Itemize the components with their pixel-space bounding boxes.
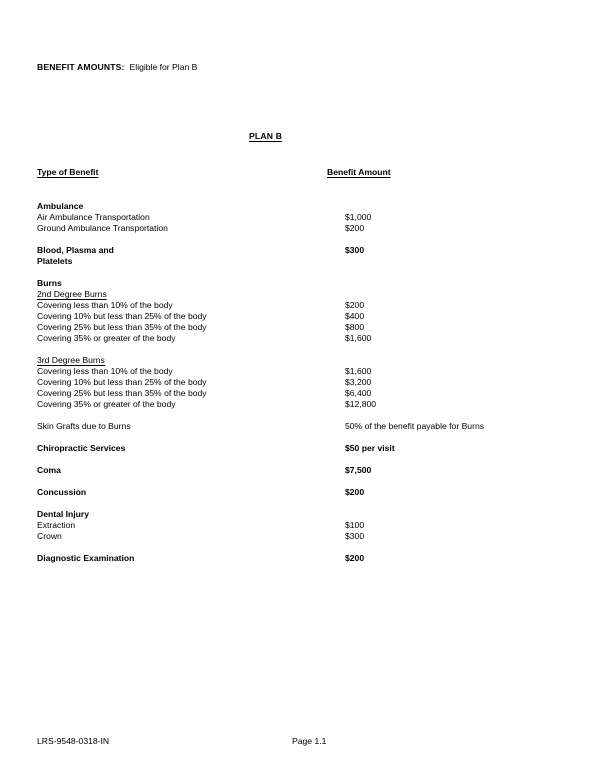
benefit-type-label: 2nd Degree Burns: [37, 289, 107, 299]
benefit-amount-value: $300: [345, 531, 365, 541]
table-row: [0, 443, 600, 454]
benefit-amount-value: $1,600: [345, 333, 372, 343]
benefit-type-label: Covering 35% or greater of the body: [37, 399, 176, 409]
benefit-group: [0, 465, 600, 476]
column-header-type-of-benefit: Type of Benefit: [37, 167, 99, 177]
table-row: [0, 256, 600, 267]
benefit-amount-value: $200: [345, 223, 365, 233]
benefit-type-label: Covering 25% but less than 35% of the body: [37, 322, 207, 332]
table-row: [0, 377, 600, 388]
table-row: [0, 399, 600, 410]
table-row: [0, 366, 600, 377]
benefit-group: [0, 201, 600, 234]
page-footer: [0, 736, 600, 747]
benefit-amount-value: $7,500: [345, 465, 372, 475]
benefit-amount-value: $1,600: [345, 366, 372, 376]
table-row: [0, 509, 600, 520]
benefit-amount-value: $50 per visit: [345, 443, 395, 453]
table-row: [0, 531, 600, 542]
benefit-amounts-header: [37, 62, 197, 73]
benefit-group: [0, 553, 600, 564]
benefit-type-label: Coma: [37, 465, 61, 475]
benefit-group: [0, 443, 600, 454]
page-number: Page 1.1: [292, 736, 327, 746]
table-row: [0, 300, 600, 311]
benefit-group: [0, 278, 600, 344]
benefit-type-label: Skin Grafts due to Burns: [37, 421, 131, 431]
table-row: [0, 487, 600, 498]
benefit-amount-value: $200: [345, 487, 365, 497]
benefit-group: [0, 509, 600, 542]
benefit-type-label: Covering 10% but less than 25% of the body: [37, 377, 207, 387]
benefit-amount-value: $200: [345, 300, 365, 310]
table-row: [0, 311, 600, 322]
benefit-type-label: Covering less than 10% of the body: [37, 366, 173, 376]
benefit-group: [0, 355, 600, 410]
benefit-amount-value: $400: [345, 311, 365, 321]
benefit-group: [0, 245, 600, 267]
table-row: [0, 322, 600, 333]
benefit-type-label: Concussion: [37, 487, 87, 497]
benefit-group: [0, 487, 600, 498]
benefit-type-label: 3rd Degree Burns: [37, 355, 105, 365]
table-row: [0, 212, 600, 223]
benefit-type-label: Extraction: [37, 520, 76, 530]
benefit-type-label: Covering 35% or greater of the body: [37, 333, 176, 343]
column-header-benefit-amount: Benefit Amount: [327, 167, 391, 177]
table-row: [0, 201, 600, 212]
table-row: [0, 388, 600, 399]
benefit-amount-value: $200: [345, 553, 365, 563]
table-row: [0, 520, 600, 531]
benefit-amount-value: $6,400: [345, 388, 372, 398]
benefit-group: [0, 421, 600, 432]
table-row: [0, 245, 600, 256]
table-row: [0, 289, 600, 300]
benefit-type-label: Covering 25% but less than 35% of the body: [37, 388, 207, 398]
document-id: LRS-9548-0318-IN: [37, 736, 110, 746]
benefit-type-label: Burns: [37, 278, 62, 288]
table-row: [0, 465, 600, 476]
benefit-amounts-label: BENEFIT AMOUNTS:: [37, 62, 125, 72]
table-row: [0, 333, 600, 344]
table-row: [0, 421, 600, 432]
benefit-type-label: Air Ambulance Transportation: [37, 212, 150, 222]
benefit-amount-value: $1,000: [345, 212, 372, 222]
benefit-type-label: Dental Injury: [37, 509, 90, 519]
benefit-type-label: Chiropractic Services: [37, 443, 126, 453]
table-row: [0, 223, 600, 234]
benefit-amount-value: $100: [345, 520, 365, 530]
benefit-type-label: Diagnostic Examination: [37, 553, 135, 563]
benefit-type-label: Covering less than 10% of the body: [37, 300, 173, 310]
benefit-type-label: Blood, Plasma and: [37, 245, 114, 255]
benefit-amounts-value: Eligible for Plan B: [129, 62, 198, 72]
benefit-amount-value: 50% of the benefit payable for Burns: [345, 421, 485, 431]
benefit-type-label: Crown: [37, 531, 62, 541]
benefit-amount-value: $12,800: [345, 399, 377, 409]
table-row: [0, 278, 600, 289]
benefit-type-label: Covering 10% but less than 25% of the body: [37, 311, 207, 321]
benefit-table: [0, 201, 600, 564]
benefit-type-label: Ground Ambulance Transportation: [37, 223, 168, 233]
table-row: [0, 553, 600, 564]
benefit-type-label: Platelets: [37, 256, 73, 266]
plan-title: PLAN B: [249, 131, 283, 141]
benefit-amount-value: $3,200: [345, 377, 372, 387]
benefit-amount-value: $300: [345, 245, 365, 255]
benefit-type-label: Ambulance: [37, 201, 84, 211]
benefit-amount-value: $800: [345, 322, 365, 332]
table-row: [0, 355, 600, 366]
